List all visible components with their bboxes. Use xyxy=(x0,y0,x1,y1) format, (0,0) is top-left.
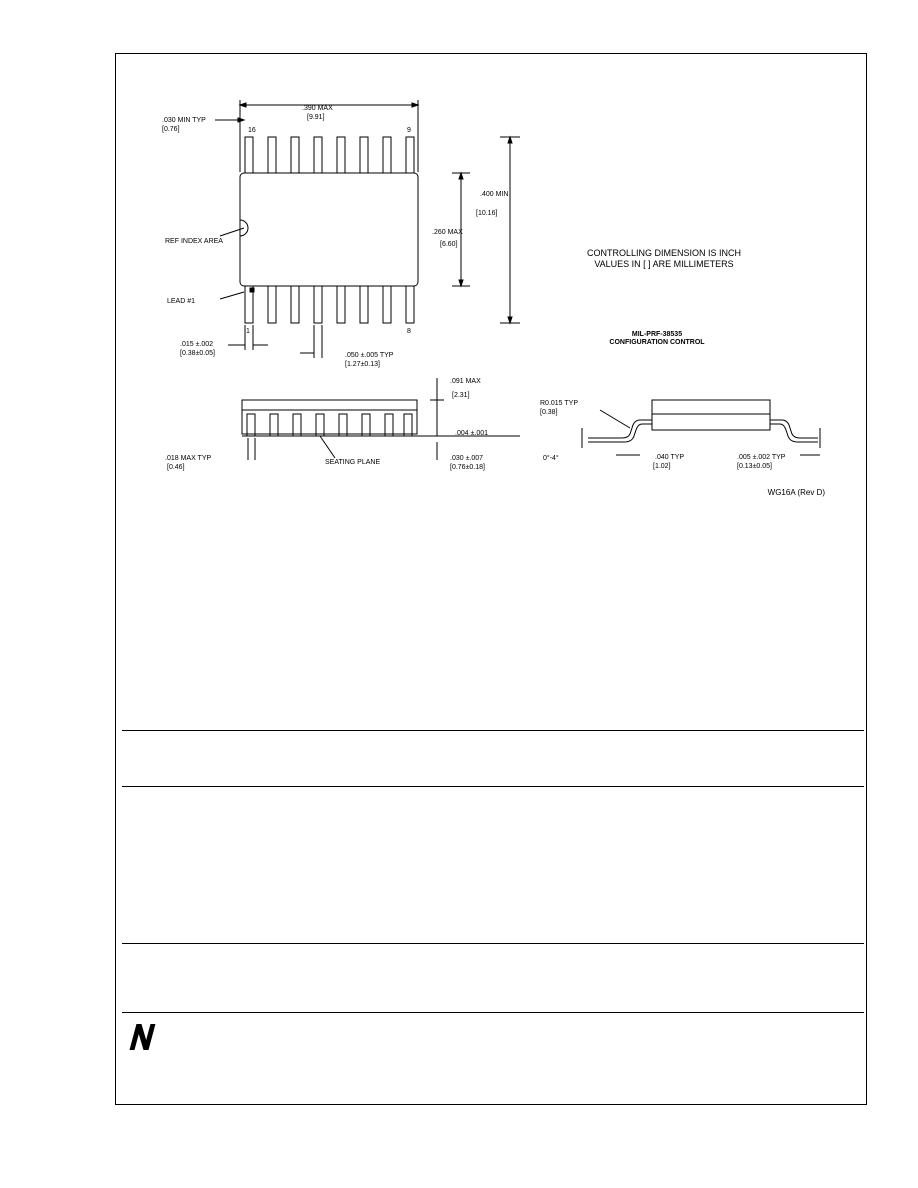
foot-mm: [1.02] xyxy=(653,463,671,470)
ref-index-label: REF INDEX AREA xyxy=(165,238,223,245)
lead-thk-label: .004 ±.001 xyxy=(455,430,489,437)
lead-width-mm: [0.38±0.05] xyxy=(180,350,215,357)
controlling-note-2: VALUES IN [ ] ARE MILLIMETERS xyxy=(594,259,734,269)
lead-span-mm: [0.13±0.05] xyxy=(737,463,772,470)
end-lead-mm: [0.76] xyxy=(162,126,180,133)
side-body xyxy=(242,400,417,434)
foot-label: .040 TYP xyxy=(655,454,685,461)
pin-8-label: 8 xyxy=(407,328,411,335)
config-control-label: CONFIGURATION CONTROL xyxy=(609,339,705,346)
top-leads xyxy=(245,137,414,174)
lead-span-label: .005 ±.002 TYP xyxy=(737,454,786,461)
standoff-label: .030 ±.007 xyxy=(450,455,484,462)
mil-prf-label: MIL-PRF-38535 xyxy=(631,331,683,338)
package-body xyxy=(240,173,418,286)
radius-label: R0.015 TYP xyxy=(540,400,579,407)
end-lead-label: .030 MIN TYP xyxy=(162,117,206,124)
pin-1-label: 1 xyxy=(246,328,250,335)
lead1-label: LEAD #1 xyxy=(167,298,196,305)
lead-width-label: .015 ±.002 xyxy=(180,341,214,348)
body-width-label: .260 MAX xyxy=(432,229,463,236)
pin-16-label: 16 xyxy=(248,127,256,134)
pin-9-label: 9 xyxy=(407,127,411,134)
tip-dim-mm: [0.46] xyxy=(167,464,185,471)
controlling-note-1: CONTROLLING DIMENSION IS INCH xyxy=(586,248,742,258)
standoff-mm: [0.76±0.18] xyxy=(450,464,485,471)
radius-mm: [0.38] xyxy=(540,409,558,416)
section-divider xyxy=(122,786,864,787)
height-mm: [2.31] xyxy=(452,392,470,399)
overall-length-mm: [9.91] xyxy=(307,114,325,121)
section-divider xyxy=(122,943,864,944)
seating-plane-label: SEATING PLANE xyxy=(325,459,381,466)
tip-dim-label: .018 MAX TYP xyxy=(165,455,212,462)
width-mm: [10.16] xyxy=(476,210,498,217)
body-width-mm: [6.60] xyxy=(440,241,458,248)
drawing-id: WG16A (Rev D) xyxy=(767,488,825,497)
angle-label: 0°-4° xyxy=(543,455,559,462)
pitch-label: .050 ±.005 TYP xyxy=(345,352,394,359)
national-semiconductor-logo xyxy=(129,1024,155,1050)
section-divider xyxy=(122,1012,864,1013)
section-divider xyxy=(122,730,864,731)
pitch-mm: [1.27±0.13] xyxy=(345,361,380,368)
bottom-leads xyxy=(245,285,414,323)
width-label: .400 MIN xyxy=(480,191,509,198)
end-body xyxy=(652,400,770,430)
height-label: .091 MAX xyxy=(450,378,481,385)
overall-length-label: .390 MAX xyxy=(302,105,333,112)
